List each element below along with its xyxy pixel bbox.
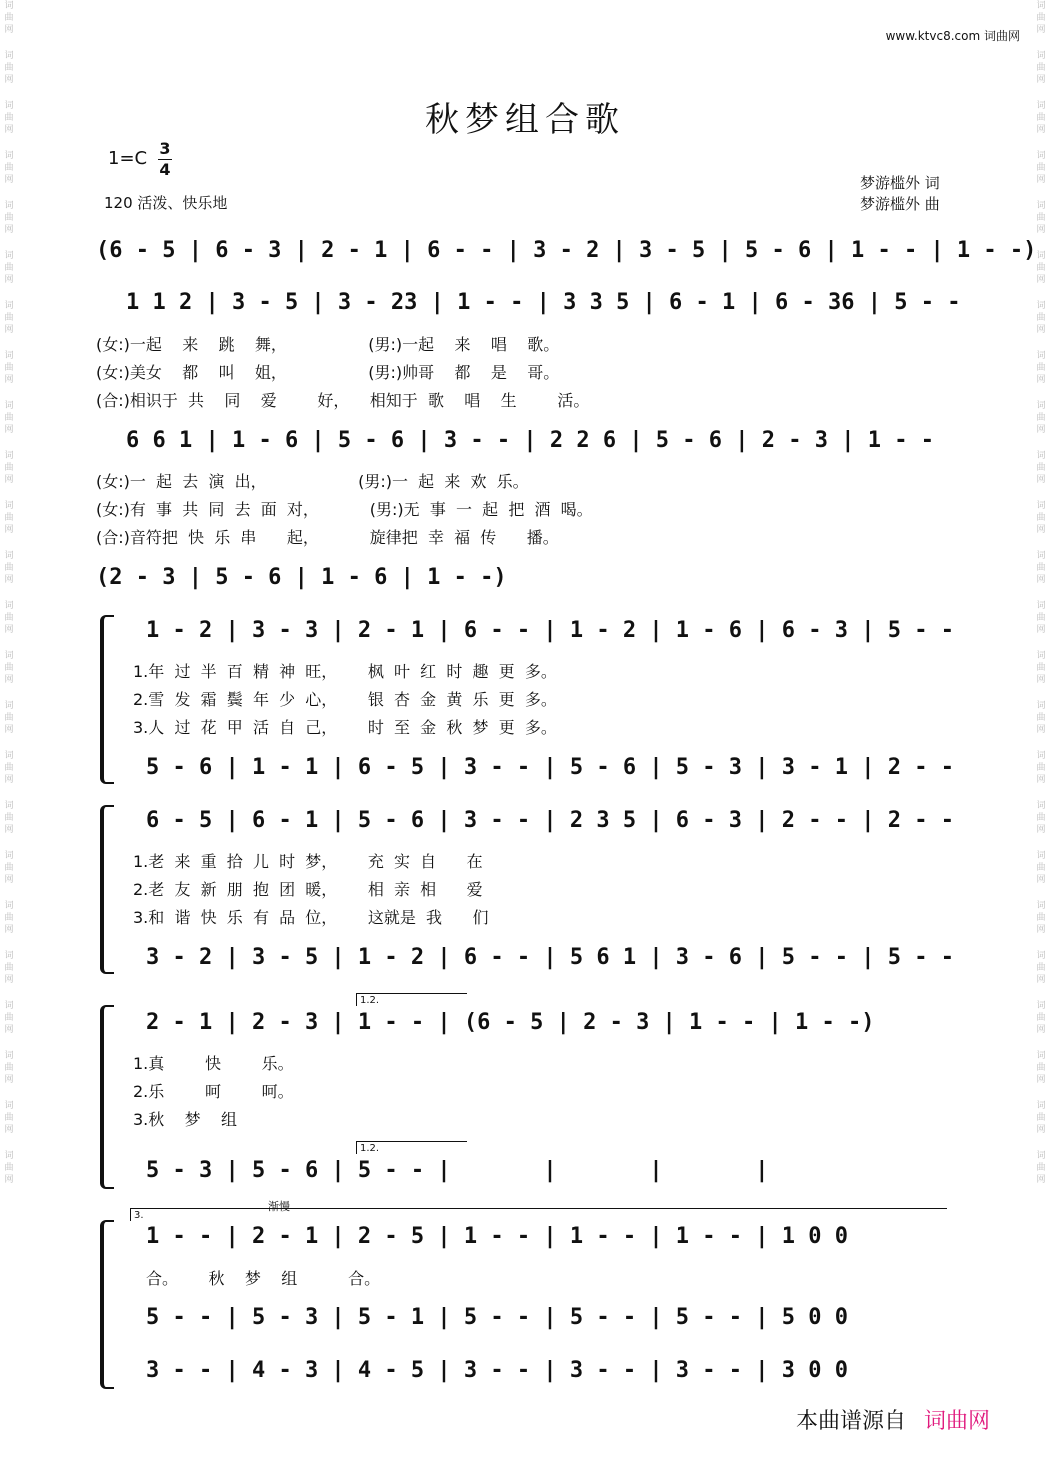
watermark-text: 词 曲 网 bbox=[1036, 351, 1046, 385]
watermark-text: 词 曲 网 bbox=[1036, 901, 1046, 935]
watermark-text: 词 曲 网 bbox=[4, 1151, 14, 1185]
watermark-text: 词 曲 网 bbox=[1036, 751, 1046, 785]
watermark-text: 词 曲 网 bbox=[4, 201, 14, 235]
watermark-text: 词 曲 网 bbox=[4, 51, 14, 85]
source-brand[interactable]: 词曲网 bbox=[924, 1409, 991, 1434]
score-row-intro: (6 - 5 | 6 - 3 | 2 - 1 | 6 - - | 3 - 2 | 3 - 5 | 5 - 6 | 1 - - | 1 - -) bbox=[96, 238, 1037, 263]
lyric-line: (女:)美女 都 叫 姐， (男:)帅哥 都 是 哥。 bbox=[96, 363, 560, 382]
watermark-text: 词 曲 网 bbox=[1036, 801, 1046, 835]
staff-lower: 3 - 2 | 3 - 5 | 1 - 2 | 6 - - | 5 6 1 | 3 - 6 | 5 - - | 5 - - bbox=[146, 945, 954, 970]
watermark-text: 词 曲 网 bbox=[4, 501, 14, 535]
watermark-text: 词 曲 网 bbox=[1036, 451, 1046, 485]
lyric-line: 2.老 友 新 朋 抱 团 暖， 相 亲 相 爱 bbox=[133, 880, 483, 899]
staff-lower: 5 - 6 | 1 - 1 | 6 - 5 | 3 - - | 5 - 6 | 5 - 3 | 3 - 1 | 2 - - bbox=[146, 755, 954, 780]
watermark-text: 词 曲 网 bbox=[1036, 1, 1046, 35]
lyric-line: 1.真 快 乐。 bbox=[133, 1054, 294, 1073]
watermark-text: 词 曲 网 bbox=[1036, 1101, 1046, 1135]
lyric-line: 2.雪 发 霜 鬓 年 少 心， 银 杏 金 黄 乐 更 多。 bbox=[133, 690, 557, 709]
watermark-text: 词 曲 网 bbox=[4, 251, 14, 285]
watermark-left bbox=[2, 0, 16, 1465]
staff-upper: 6 - 5 | 6 - 1 | 5 - 6 | 3 - - | 2 3 5 | 6 - 3 | 2 - - | 2 - - bbox=[146, 808, 954, 833]
volta-bracket: 3. bbox=[130, 1208, 947, 1221]
watermark-text: 词 曲 网 bbox=[1036, 51, 1046, 85]
watermark-text: 词 曲 网 bbox=[4, 451, 14, 485]
watermark-text: 词 曲 网 bbox=[1036, 701, 1046, 735]
watermark-text: 词 曲 网 bbox=[4, 551, 14, 585]
watermark-text: 词 曲 网 bbox=[4, 951, 14, 985]
watermark-text: 词 曲 网 bbox=[1036, 601, 1046, 635]
tempo-marking: 120 活泼、快乐地 bbox=[104, 194, 228, 212]
lyric-line: 3.人 过 花 甲 活 自 己， 时 至 金 秋 梦 更 多。 bbox=[133, 718, 557, 737]
site-header[interactable] bbox=[886, 27, 1020, 44]
watermark-text: 词 曲 网 bbox=[1036, 501, 1046, 535]
lyric-line: (女:)一 起 去 演 出， (男:)一 起 来 欢 乐。 bbox=[96, 472, 529, 491]
time-signature bbox=[158, 140, 172, 179]
watermark-text: 词 曲 网 bbox=[1036, 1051, 1046, 1085]
lyric-line: 3.和 谐 快 乐 有 品 位， 这就是 我 们 bbox=[133, 908, 489, 927]
watermark-text: 词 曲 网 bbox=[4, 1101, 14, 1135]
song-title: 秋梦组合歌 bbox=[425, 100, 625, 140]
watermark-text: 词 曲 网 bbox=[1036, 851, 1046, 885]
watermark-text: 词 曲 网 bbox=[4, 301, 14, 335]
watermark-text: 词 曲 网 bbox=[1036, 1001, 1046, 1035]
meter-bottom: 4 bbox=[159, 160, 171, 179]
system-brace bbox=[100, 615, 114, 784]
watermark-text: 词 曲 网 bbox=[1036, 251, 1046, 285]
source-credit bbox=[796, 1404, 990, 1435]
key-signature: 1=C bbox=[108, 148, 148, 169]
lyric-line: 合。 秋 梦 组 合。 bbox=[146, 1269, 381, 1288]
source-text: 本曲谱源自 bbox=[796, 1409, 907, 1434]
ritardando-marking: 渐慢 bbox=[268, 1200, 290, 1213]
score-row-2: 1 1 2 | 3 - 5 | 3 - 23 | 1 - - | 3 3 5 | 6 - 1 | 6 - 36 | 5 - - bbox=[126, 290, 961, 315]
volta-bracket: 1.2. bbox=[356, 1141, 467, 1154]
watermark-text: 词 曲 网 bbox=[1036, 301, 1046, 335]
watermark-text: 词 曲 网 bbox=[4, 1001, 14, 1035]
watermark-text: 词 曲 网 bbox=[1036, 401, 1046, 435]
score-row-3: 6 6 1 | 1 - 6 | 5 - 6 | 3 - - | 2 2 6 | 5 - 6 | 2 - 3 | 1 - - bbox=[126, 428, 934, 453]
watermark-text: 词 曲 网 bbox=[4, 851, 14, 885]
meter-top: 3 bbox=[159, 139, 171, 158]
staff-upper: 2 - 1 | 2 - 3 | 1 - - | (6 - 5 | 2 - 3 | 1 - - | 1 - -) bbox=[146, 1010, 875, 1035]
watermark-right bbox=[1034, 0, 1048, 1465]
watermark-text: 词 曲 网 bbox=[1036, 651, 1046, 685]
volta-bracket: 1.2. bbox=[356, 993, 467, 1006]
site-name[interactable]: 词曲网 bbox=[983, 29, 1020, 43]
system-brace bbox=[100, 805, 114, 974]
staff-part-2: 5 - - | 5 - 3 | 5 - 1 | 5 - - | 5 - - | 5 - - | 5 0 0 bbox=[146, 1305, 848, 1330]
lyric-line: 2.乐 呵 呵。 bbox=[133, 1082, 294, 1101]
lyric-line: (合:)相识于 共 同 爱 好， 相知于 歌 唱 生 活。 bbox=[96, 391, 590, 410]
watermark-text: 词 曲 网 bbox=[1036, 151, 1046, 185]
system-brace bbox=[100, 1005, 114, 1189]
staff-part-3: 3 - - | 4 - 3 | 4 - 5 | 3 - - | 3 - - | 3 - - | 3 0 0 bbox=[146, 1358, 848, 1383]
watermark-text: 词 曲 网 bbox=[4, 351, 14, 385]
lyric-line: (合:)音符把 快 乐 串 起， 旋律把 幸 福 传 播。 bbox=[96, 528, 559, 547]
watermark-text: 词 曲 网 bbox=[4, 651, 14, 685]
score-row-interlude: (2 - 3 | 5 - 6 | 1 - 6 | 1 - -) bbox=[96, 565, 507, 590]
watermark-text: 词 曲 网 bbox=[4, 601, 14, 635]
watermark-text: 词 曲 网 bbox=[1036, 551, 1046, 585]
watermark-text: 词 曲 网 bbox=[4, 101, 14, 135]
watermark-text: 词 曲 网 bbox=[4, 751, 14, 785]
lyricist-credit: 梦游槛外 词 bbox=[860, 174, 940, 192]
staff-lower: 5 - 3 | 5 - 6 | 5 - - | | | | bbox=[146, 1158, 769, 1183]
watermark-text: 词 曲 网 bbox=[4, 401, 14, 435]
watermark-text: 词 曲 网 bbox=[1036, 951, 1046, 985]
watermark-text: 词 曲 网 bbox=[4, 701, 14, 735]
watermark-text: 词 曲 网 bbox=[1036, 201, 1046, 235]
watermark-text: 词 曲 网 bbox=[4, 801, 14, 835]
watermark-text: 词 曲 网 bbox=[1036, 101, 1046, 135]
lyric-line: (女:)有 事 共 同 去 面 对， (男:)无 事 一 起 把 酒 喝。 bbox=[96, 500, 593, 519]
watermark-text: 词 曲 网 bbox=[4, 1, 14, 35]
staff-part-1: 1 - - | 2 - 1 | 2 - 5 | 1 - - | 1 - - | 1 - - | 1 0 0 bbox=[146, 1224, 848, 1249]
system-brace bbox=[100, 1220, 114, 1389]
staff-upper: 1 - 2 | 3 - 3 | 2 - 1 | 6 - - | 1 - 2 | 1 - 6 | 6 - 3 | 5 - - bbox=[146, 618, 954, 643]
composer-credit: 梦游槛外 曲 bbox=[860, 195, 940, 213]
lyric-line: 3.秋 梦 组 bbox=[133, 1110, 237, 1129]
site-url[interactable]: www.ktvc8.com bbox=[885, 29, 981, 43]
watermark-text: 词 曲 网 bbox=[4, 901, 14, 935]
lyric-line: 1.老 来 重 拾 儿 时 梦， 充 实 自 在 bbox=[133, 852, 483, 871]
watermark-text: 词 曲 网 bbox=[1036, 1151, 1046, 1185]
lyric-line: 1.年 过 半 百 精 神 旺， 枫 叶 红 时 趣 更 多。 bbox=[133, 662, 557, 681]
lyric-line: (女:)一起 来 跳 舞， (男:)一起 来 唱 歌。 bbox=[96, 335, 560, 354]
watermark-text: 词 曲 网 bbox=[4, 1051, 14, 1085]
watermark-text: 词 曲 网 bbox=[4, 151, 14, 185]
